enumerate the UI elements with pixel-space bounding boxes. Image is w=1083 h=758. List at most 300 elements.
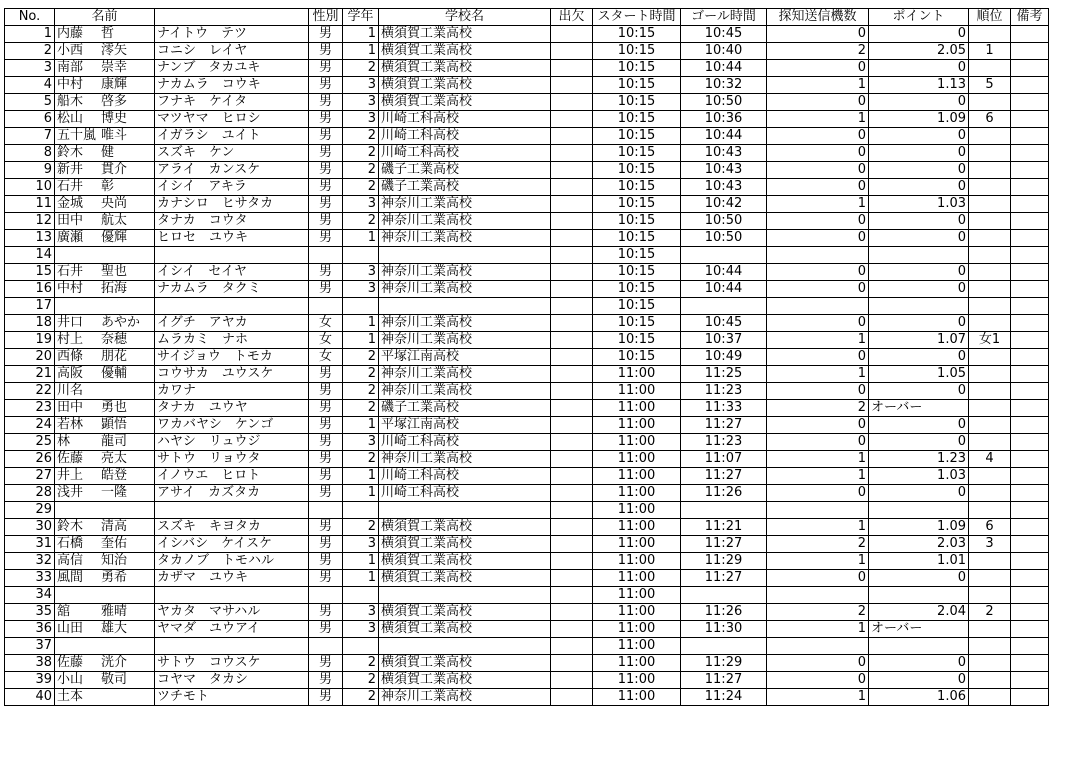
cell-grade[interactable]: 2 <box>343 128 379 145</box>
cell-grade[interactable]: 1 <box>343 553 379 570</box>
cell-name[interactable] <box>55 179 155 196</box>
cell-attendance[interactable] <box>551 417 593 434</box>
cell-goal-time[interactable]: 11:33 <box>681 400 767 417</box>
cell-rank[interactable] <box>969 94 1011 111</box>
cell-rank[interactable] <box>969 570 1011 587</box>
cell-sex[interactable]: 男 <box>309 434 343 451</box>
cell-remarks[interactable] <box>1011 60 1049 77</box>
cell-transmitters-found[interactable]: 0 <box>767 315 869 332</box>
cell-start-time[interactable]: 10:15 <box>593 77 681 94</box>
cell-transmitters-found[interactable]: 2 <box>767 400 869 417</box>
cell-attendance[interactable] <box>551 383 593 400</box>
cell-rank[interactable] <box>969 247 1011 264</box>
cell-start-time[interactable]: 10:15 <box>593 349 681 366</box>
cell-attendance[interactable] <box>551 621 593 638</box>
cell-transmitters-found[interactable]: 0 <box>767 213 869 230</box>
cell-transmitters-found[interactable]: 1 <box>767 553 869 570</box>
cell-points[interactable]: 0 <box>869 655 969 672</box>
cell-no[interactable]: 4 <box>5 77 55 94</box>
cell-goal-time[interactable]: 11:27 <box>681 468 767 485</box>
cell-remarks[interactable] <box>1011 145 1049 162</box>
cell-attendance[interactable] <box>551 349 593 366</box>
cell-sex[interactable]: 男 <box>309 519 343 536</box>
cell-goal-time[interactable]: 11:27 <box>681 536 767 553</box>
cell-school[interactable]: 横須賀工業高校 <box>379 26 551 43</box>
cell-name[interactable] <box>55 332 155 349</box>
cell-rank[interactable] <box>969 145 1011 162</box>
cell-kana[interactable]: ヒロセ ユウキ <box>155 230 309 247</box>
cell-kana[interactable]: イノウエ ヒロト <box>155 468 309 485</box>
cell-attendance[interactable] <box>551 604 593 621</box>
cell-goal-time[interactable]: 10:50 <box>681 230 767 247</box>
cell-name[interactable] <box>55 230 155 247</box>
cell-attendance[interactable] <box>551 26 593 43</box>
cell-kana[interactable]: ナイトウ テツ <box>155 26 309 43</box>
cell-kana[interactable]: ナカムラ タクミ <box>155 281 309 298</box>
cell-attendance[interactable] <box>551 145 593 162</box>
cell-rank[interactable] <box>969 638 1011 655</box>
cell-sex[interactable]: 男 <box>309 655 343 672</box>
cell-transmitters-found[interactable]: 0 <box>767 281 869 298</box>
cell-points[interactable]: 0 <box>869 383 969 400</box>
cell-grade[interactable]: 2 <box>343 689 379 706</box>
cell-remarks[interactable] <box>1011 672 1049 689</box>
cell-sex[interactable]: 男 <box>309 366 343 383</box>
cell-kana[interactable]: ムラカミ ナホ <box>155 332 309 349</box>
cell-points[interactable]: 1.23 <box>869 451 969 468</box>
cell-school[interactable]: 磯子工業高校 <box>379 162 551 179</box>
cell-no[interactable]: 19 <box>5 332 55 349</box>
cell-goal-time[interactable]: 11:25 <box>681 366 767 383</box>
cell-points[interactable]: 2.05 <box>869 43 969 60</box>
cell-goal-time[interactable]: 11:27 <box>681 417 767 434</box>
cell-goal-time[interactable] <box>681 502 767 519</box>
cell-transmitters-found[interactable]: 0 <box>767 128 869 145</box>
cell-school[interactable]: 横須賀工業高校 <box>379 43 551 60</box>
cell-name[interactable] <box>55 553 155 570</box>
cell-kana[interactable]: コニシ レイヤ <box>155 43 309 60</box>
cell-no[interactable]: 9 <box>5 162 55 179</box>
cell-start-time[interactable]: 11:00 <box>593 536 681 553</box>
cell-grade[interactable]: 2 <box>343 383 379 400</box>
cell-sex[interactable]: 男 <box>309 281 343 298</box>
cell-remarks[interactable] <box>1011 111 1049 128</box>
cell-name[interactable] <box>55 366 155 383</box>
cell-kana[interactable]: ヤカタ マサハル <box>155 604 309 621</box>
cell-points[interactable] <box>869 502 969 519</box>
cell-start-time[interactable]: 10:15 <box>593 281 681 298</box>
cell-no[interactable]: 24 <box>5 417 55 434</box>
cell-rank[interactable] <box>969 281 1011 298</box>
cell-school[interactable]: 神奈川工業高校 <box>379 230 551 247</box>
cell-sex[interactable]: 男 <box>309 604 343 621</box>
cell-name[interactable] <box>55 689 155 706</box>
header-sex[interactable]: 性別 <box>309 9 343 26</box>
cell-goal-time[interactable]: 10:49 <box>681 349 767 366</box>
cell-transmitters-found[interactable]: 1 <box>767 332 869 349</box>
cell-kana[interactable]: アライ カンスケ <box>155 162 309 179</box>
cell-no[interactable]: 5 <box>5 94 55 111</box>
cell-start-time[interactable]: 10:15 <box>593 315 681 332</box>
cell-start-time[interactable]: 11:00 <box>593 383 681 400</box>
cell-no[interactable]: 17 <box>5 298 55 315</box>
cell-grade[interactable]: 2 <box>343 672 379 689</box>
cell-no[interactable]: 40 <box>5 689 55 706</box>
cell-goal-time[interactable]: 10:42 <box>681 196 767 213</box>
cell-no[interactable]: 12 <box>5 213 55 230</box>
cell-remarks[interactable] <box>1011 485 1049 502</box>
cell-sex[interactable]: 男 <box>309 213 343 230</box>
cell-start-time[interactable]: 10:15 <box>593 298 681 315</box>
cell-grade[interactable]: 1 <box>343 43 379 60</box>
cell-points[interactable]: 0 <box>869 315 969 332</box>
cell-no[interactable]: 32 <box>5 553 55 570</box>
cell-school[interactable]: 横須賀工業高校 <box>379 60 551 77</box>
cell-kana[interactable]: コヤマ タカシ <box>155 672 309 689</box>
cell-kana[interactable] <box>155 502 309 519</box>
cell-transmitters-found[interactable]: 1 <box>767 689 869 706</box>
cell-remarks[interactable] <box>1011 26 1049 43</box>
cell-transmitters-found[interactable] <box>767 587 869 604</box>
cell-points[interactable]: 1.06 <box>869 689 969 706</box>
cell-grade[interactable]: 1 <box>343 230 379 247</box>
cell-grade[interactable]: 2 <box>343 179 379 196</box>
cell-start-time[interactable]: 11:00 <box>593 502 681 519</box>
cell-no[interactable]: 35 <box>5 604 55 621</box>
cell-remarks[interactable] <box>1011 434 1049 451</box>
cell-rank[interactable] <box>969 60 1011 77</box>
cell-sex[interactable]: 男 <box>309 553 343 570</box>
cell-rank[interactable] <box>969 621 1011 638</box>
cell-goal-time[interactable]: 10:50 <box>681 94 767 111</box>
cell-name[interactable] <box>55 162 155 179</box>
cell-grade[interactable]: 2 <box>343 655 379 672</box>
cell-attendance[interactable] <box>551 43 593 60</box>
cell-attendance[interactable] <box>551 213 593 230</box>
cell-kana[interactable]: ワカバヤシ ケンゴ <box>155 417 309 434</box>
cell-school[interactable]: 横須賀工業高校 <box>379 604 551 621</box>
header-kana[interactable] <box>155 9 309 26</box>
cell-name[interactable] <box>55 468 155 485</box>
cell-school[interactable]: 神奈川工業高校 <box>379 383 551 400</box>
cell-grade[interactable]: 1 <box>343 315 379 332</box>
cell-grade[interactable] <box>343 638 379 655</box>
cell-remarks[interactable] <box>1011 570 1049 587</box>
cell-sex[interactable]: 男 <box>309 468 343 485</box>
cell-goal-time[interactable]: 11:29 <box>681 655 767 672</box>
cell-attendance[interactable] <box>551 94 593 111</box>
cell-attendance[interactable] <box>551 553 593 570</box>
cell-rank[interactable] <box>969 672 1011 689</box>
cell-name[interactable] <box>55 655 155 672</box>
cell-kana[interactable]: ツチモト <box>155 689 309 706</box>
cell-no[interactable]: 8 <box>5 145 55 162</box>
cell-transmitters-found[interactable]: 0 <box>767 434 869 451</box>
cell-transmitters-found[interactable]: 1 <box>767 451 869 468</box>
cell-kana[interactable]: カザマ ユウキ <box>155 570 309 587</box>
cell-attendance[interactable] <box>551 332 593 349</box>
cell-attendance[interactable] <box>551 468 593 485</box>
cell-remarks[interactable] <box>1011 264 1049 281</box>
cell-kana[interactable]: コウサカ ユウスケ <box>155 366 309 383</box>
cell-rank[interactable] <box>969 26 1011 43</box>
cell-goal-time[interactable] <box>681 247 767 264</box>
cell-rank[interactable]: 2 <box>969 604 1011 621</box>
cell-no[interactable]: 3 <box>5 60 55 77</box>
cell-no[interactable]: 39 <box>5 672 55 689</box>
cell-name[interactable] <box>55 587 155 604</box>
cell-points[interactable]: 0 <box>869 570 969 587</box>
header-no[interactable]: No. <box>5 9 55 26</box>
cell-points[interactable] <box>869 587 969 604</box>
cell-name[interactable] <box>55 111 155 128</box>
cell-start-time[interactable]: 11:00 <box>593 468 681 485</box>
cell-kana[interactable]: スズキ ケン <box>155 145 309 162</box>
cell-transmitters-found[interactable]: 0 <box>767 179 869 196</box>
cell-no[interactable]: 36 <box>5 621 55 638</box>
cell-attendance[interactable] <box>551 366 593 383</box>
cell-transmitters-found[interactable]: 0 <box>767 383 869 400</box>
cell-attendance[interactable] <box>551 434 593 451</box>
cell-kana[interactable]: イガラシ ユイト <box>155 128 309 145</box>
cell-start-time[interactable]: 11:00 <box>593 519 681 536</box>
cell-attendance[interactable] <box>551 536 593 553</box>
cell-grade[interactable]: 3 <box>343 111 379 128</box>
cell-school[interactable]: 神奈川工業高校 <box>379 196 551 213</box>
cell-rank[interactable] <box>969 179 1011 196</box>
cell-start-time[interactable]: 10:15 <box>593 43 681 60</box>
cell-grade[interactable]: 2 <box>343 162 379 179</box>
cell-points[interactable]: 1.05 <box>869 366 969 383</box>
cell-points[interactable]: 0 <box>869 60 969 77</box>
cell-attendance[interactable] <box>551 230 593 247</box>
cell-kana[interactable]: イグチ アヤカ <box>155 315 309 332</box>
cell-goal-time[interactable]: 10:32 <box>681 77 767 94</box>
cell-grade[interactable]: 3 <box>343 196 379 213</box>
cell-remarks[interactable] <box>1011 128 1049 145</box>
cell-start-time[interactable]: 11:00 <box>593 485 681 502</box>
cell-school[interactable]: 神奈川工業高校 <box>379 281 551 298</box>
cell-sex[interactable]: 男 <box>309 111 343 128</box>
cell-name[interactable] <box>55 26 155 43</box>
cell-rank[interactable] <box>969 349 1011 366</box>
cell-rank[interactable]: 女1 <box>969 332 1011 349</box>
cell-rank[interactable] <box>969 315 1011 332</box>
cell-grade[interactable]: 3 <box>343 281 379 298</box>
cell-goal-time[interactable]: 11:21 <box>681 519 767 536</box>
cell-attendance[interactable] <box>551 264 593 281</box>
cell-no[interactable]: 6 <box>5 111 55 128</box>
cell-attendance[interactable] <box>551 570 593 587</box>
cell-name[interactable] <box>55 196 155 213</box>
cell-start-time[interactable]: 10:15 <box>593 179 681 196</box>
cell-name[interactable] <box>55 213 155 230</box>
cell-remarks[interactable] <box>1011 43 1049 60</box>
cell-points[interactable]: 2.03 <box>869 536 969 553</box>
cell-school[interactable]: 平塚江南高校 <box>379 349 551 366</box>
cell-goal-time[interactable]: 11:27 <box>681 672 767 689</box>
cell-goal-time[interactable]: 10:36 <box>681 111 767 128</box>
cell-sex[interactable] <box>309 247 343 264</box>
cell-school[interactable] <box>379 587 551 604</box>
cell-start-time[interactable]: 11:00 <box>593 570 681 587</box>
cell-attendance[interactable] <box>551 400 593 417</box>
cell-school[interactable]: 神奈川工業高校 <box>379 332 551 349</box>
cell-sex[interactable]: 男 <box>309 179 343 196</box>
cell-school[interactable]: 平塚江南高校 <box>379 417 551 434</box>
cell-kana[interactable]: イシイ セイヤ <box>155 264 309 281</box>
cell-name[interactable] <box>55 77 155 94</box>
cell-sex[interactable]: 女 <box>309 349 343 366</box>
cell-start-time[interactable]: 11:00 <box>593 417 681 434</box>
cell-school[interactable] <box>379 502 551 519</box>
cell-school[interactable]: 横須賀工業高校 <box>379 621 551 638</box>
cell-sex[interactable]: 男 <box>309 570 343 587</box>
cell-name[interactable] <box>55 434 155 451</box>
cell-transmitters-found[interactable]: 1 <box>767 468 869 485</box>
cell-school[interactable]: 磯子工業高校 <box>379 400 551 417</box>
cell-attendance[interactable] <box>551 60 593 77</box>
cell-sex[interactable] <box>309 298 343 315</box>
cell-school[interactable] <box>379 298 551 315</box>
cell-points[interactable]: オーバー <box>869 621 969 638</box>
cell-transmitters-found[interactable]: 0 <box>767 264 869 281</box>
cell-no[interactable]: 22 <box>5 383 55 400</box>
cell-no[interactable]: 34 <box>5 587 55 604</box>
cell-rank[interactable] <box>969 468 1011 485</box>
cell-grade[interactable]: 3 <box>343 77 379 94</box>
cell-sex[interactable]: 男 <box>309 383 343 400</box>
cell-school[interactable] <box>379 247 551 264</box>
cell-sex[interactable] <box>309 502 343 519</box>
cell-goal-time[interactable] <box>681 298 767 315</box>
cell-points[interactable]: 1.07 <box>869 332 969 349</box>
cell-school[interactable]: 川崎工科高校 <box>379 485 551 502</box>
cell-rank[interactable] <box>969 485 1011 502</box>
cell-name[interactable] <box>55 502 155 519</box>
cell-attendance[interactable] <box>551 451 593 468</box>
cell-school[interactable]: 磯子工業高校 <box>379 179 551 196</box>
cell-goal-time[interactable]: 10:45 <box>681 315 767 332</box>
cell-points[interactable]: 1.09 <box>869 519 969 536</box>
cell-school[interactable]: 横須賀工業高校 <box>379 570 551 587</box>
header-start-time[interactable]: スタート時間 <box>593 9 681 26</box>
cell-grade[interactable]: 3 <box>343 536 379 553</box>
cell-school[interactable]: 神奈川工業高校 <box>379 213 551 230</box>
cell-goal-time[interactable]: 11:23 <box>681 383 767 400</box>
cell-remarks[interactable] <box>1011 468 1049 485</box>
cell-start-time[interactable]: 11:00 <box>593 638 681 655</box>
cell-transmitters-found[interactable]: 1 <box>767 111 869 128</box>
cell-start-time[interactable]: 11:00 <box>593 689 681 706</box>
cell-kana[interactable] <box>155 638 309 655</box>
cell-sex[interactable]: 男 <box>309 672 343 689</box>
cell-no[interactable]: 23 <box>5 400 55 417</box>
cell-rank[interactable] <box>969 502 1011 519</box>
cell-transmitters-found[interactable]: 2 <box>767 43 869 60</box>
cell-grade[interactable]: 3 <box>343 434 379 451</box>
cell-rank[interactable] <box>969 230 1011 247</box>
cell-no[interactable]: 37 <box>5 638 55 655</box>
cell-name[interactable] <box>55 264 155 281</box>
cell-remarks[interactable] <box>1011 315 1049 332</box>
cell-school[interactable]: 川崎工科高校 <box>379 145 551 162</box>
cell-kana[interactable]: タナカ コウタ <box>155 213 309 230</box>
cell-no[interactable]: 38 <box>5 655 55 672</box>
cell-remarks[interactable] <box>1011 451 1049 468</box>
cell-kana[interactable]: ハヤシ リュウジ <box>155 434 309 451</box>
cell-rank[interactable] <box>969 655 1011 672</box>
cell-no[interactable]: 13 <box>5 230 55 247</box>
cell-rank[interactable] <box>969 400 1011 417</box>
cell-points[interactable]: 0 <box>869 485 969 502</box>
cell-remarks[interactable] <box>1011 587 1049 604</box>
cell-grade[interactable]: 2 <box>343 519 379 536</box>
cell-transmitters-found[interactable]: 0 <box>767 672 869 689</box>
cell-no[interactable]: 29 <box>5 502 55 519</box>
cell-no[interactable]: 33 <box>5 570 55 587</box>
cell-name[interactable] <box>55 417 155 434</box>
cell-points[interactable]: 0 <box>869 213 969 230</box>
cell-no[interactable]: 30 <box>5 519 55 536</box>
cell-transmitters-found[interactable]: 2 <box>767 536 869 553</box>
cell-attendance[interactable] <box>551 162 593 179</box>
cell-start-time[interactable]: 10:15 <box>593 111 681 128</box>
cell-remarks[interactable] <box>1011 349 1049 366</box>
cell-name[interactable] <box>55 145 155 162</box>
cell-start-time[interactable]: 10:15 <box>593 26 681 43</box>
cell-remarks[interactable] <box>1011 417 1049 434</box>
cell-start-time[interactable]: 10:15 <box>593 162 681 179</box>
cell-name[interactable] <box>55 315 155 332</box>
cell-school[interactable]: 神奈川工業高校 <box>379 689 551 706</box>
cell-goal-time[interactable]: 11:23 <box>681 434 767 451</box>
cell-goal-time[interactable]: 10:43 <box>681 162 767 179</box>
cell-kana[interactable]: カワナ <box>155 383 309 400</box>
cell-grade[interactable]: 2 <box>343 145 379 162</box>
cell-school[interactable]: 神奈川工業高校 <box>379 366 551 383</box>
cell-remarks[interactable] <box>1011 553 1049 570</box>
cell-rank[interactable]: 5 <box>969 77 1011 94</box>
cell-attendance[interactable] <box>551 179 593 196</box>
cell-no[interactable]: 10 <box>5 179 55 196</box>
cell-transmitters-found[interactable]: 0 <box>767 570 869 587</box>
cell-sex[interactable] <box>309 638 343 655</box>
cell-start-time[interactable]: 11:00 <box>593 553 681 570</box>
cell-start-time[interactable]: 10:15 <box>593 145 681 162</box>
cell-no[interactable]: 20 <box>5 349 55 366</box>
cell-attendance[interactable] <box>551 315 593 332</box>
cell-goal-time[interactable]: 11:07 <box>681 451 767 468</box>
cell-remarks[interactable] <box>1011 213 1049 230</box>
cell-no[interactable]: 2 <box>5 43 55 60</box>
cell-school[interactable]: 神奈川工業高校 <box>379 451 551 468</box>
cell-transmitters-found[interactable] <box>767 638 869 655</box>
cell-sex[interactable]: 女 <box>309 332 343 349</box>
cell-transmitters-found[interactable]: 0 <box>767 417 869 434</box>
cell-goal-time[interactable]: 11:26 <box>681 604 767 621</box>
cell-remarks[interactable] <box>1011 383 1049 400</box>
cell-no[interactable]: 28 <box>5 485 55 502</box>
cell-rank[interactable] <box>969 196 1011 213</box>
cell-sex[interactable] <box>309 587 343 604</box>
cell-kana[interactable]: スズキ キヨタカ <box>155 519 309 536</box>
cell-points[interactable]: 0 <box>869 349 969 366</box>
cell-rank[interactable] <box>969 383 1011 400</box>
cell-rank[interactable] <box>969 366 1011 383</box>
cell-grade[interactable] <box>343 587 379 604</box>
cell-grade[interactable]: 2 <box>343 213 379 230</box>
